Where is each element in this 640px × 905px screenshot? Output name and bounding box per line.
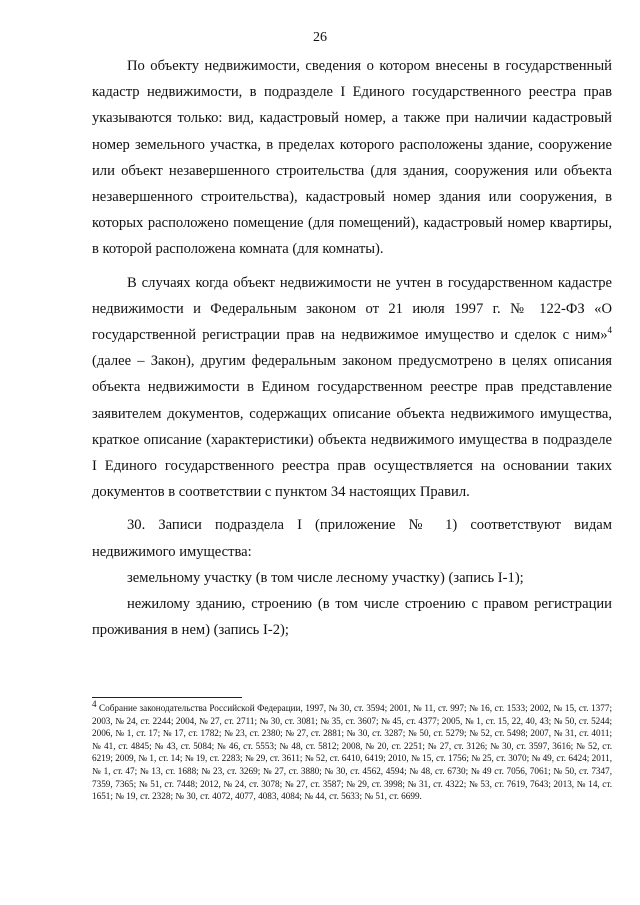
paragraph-unregistered-object: [92, 270, 612, 506]
paragraph-section-30: 30. Записи подраздела I (приложение № 1) соответствуют видам недвижимого имущества:: [92, 517, 612, 560]
list-item-nonresidential-building: нежилому зданию, строению (в том числе строению с правом регистрации проживания в нем) (запись I-2);: [92, 596, 612, 639]
page-number: 26: [313, 30, 327, 45]
list-item-land-plot: земельному участку (в том числе лесному участку) (запись I-1);: [127, 569, 524, 586]
footnote-reference: 4: [607, 325, 612, 336]
paragraph-unregistered-object-part1: В случаях когда объект недвижимости не учтен в государственном кадастре недвижимости и Федеральным законом от 21 июля 1997 г. № 122-ФЗ «О государственной регистрации прав на недвижимое имущество и сделок с ним»: [92, 274, 612, 344]
paragraph-unregistered-object-part2: (далее – Закон), другим федеральным законом предусмотрено в целях описания объекта недвижимости в Едином государственном реестре прав представление заявителем документов, содержащих описание объекта недвижимого имущества, краткое описание (характеристики) объекта недвижимого имущества в подразделе I Единого государственного реестра прав осуществляется на основании таких документов в соответствии с пунктом 34 настоящих Правил.: [92, 353, 612, 501]
paragraph-cadastre-object: По объекту недвижимости, сведения о котором внесены в государственный кадастр недвижимости, в подразделе I Единого государственного реестра прав указываются только: вид, кадастровый номер, а также при наличии кадастровый номер земельного участка, в пределах которого расположены здание, сооружение или объект незавершенного строительства (для здания, сооружения или объекта незавершенного строительства), кадастровый номер здания или сооружения, в которых расположено помещение (для помещений), кадастровый номер квартиры, в которой расположена комната (для комнаты).: [92, 58, 612, 258]
footnote-text: Собрание законодательства Российской Федерации, 1997, № 30, ст. 3594; 2001, № 11, ст. 997; № 16, ст. 1533; 2002, № 15, ст. 1377; 2003, № 24, ст. 2244; 2004, № 27, ст. 2711; № 30, ст. 3081; № 35, ст. 3607; № 45, ст. 4377; 2005, № 1, ст. 15, 22, 40, 43; № 50, ст. 5244; 2006, № 1, ст. 17; № 17, ст. 1782; № 23, ст. 2380; № 27, ст. 2881; № 30, ст. 3287; № 50, ст. 5279; № 52, ст. 5498; 2007, № 31, ст. 4011; № 41, ст. 4845; № 43, ст. 5084; № 46, ст. 5553; № 48, ст. 5812; 2008, № 20, ст. 2251; № 27, ст. 3126; № 30, ст. 3597, 3616; № 52, ст. 6219; 2009, № 1, ст. 14; № 19, ст. 2283; № 29, ст. 3611; № 52, ст. 6410, 6419; 2010, № 15, ст. 1756; № 25, ст. 3070; № 49, ст. 6424; 2011, № 1, ст. 47; № 13, ст. 1688; № 23, ст. 3269; № 27, ст. 3880; № 30, ст. 4562, 4594; № 48, ст. 6730; № 49 ст. 7056, 7061; № 50, ст. 7347, 7359, 7365; № 51, ст. 7448; 2012, № 24, ст. 3078; № 27, ст. 3587; № 29, ст. 3998; № 31, ст. 4322; № 53, ст. 7619, 7643; 2013, № 14, ст. 1651; № 19, ст. 2328; № 30, ст. 4072, 4077, 4083, 4084; № 44, ст. 5633; № 51, ст. 6699.: [92, 703, 612, 802]
footnote-divider: [92, 697, 242, 698]
body-text: [92, 53, 612, 643]
footnote: [92, 698, 612, 803]
footnote-marker: 4: [92, 698, 97, 709]
